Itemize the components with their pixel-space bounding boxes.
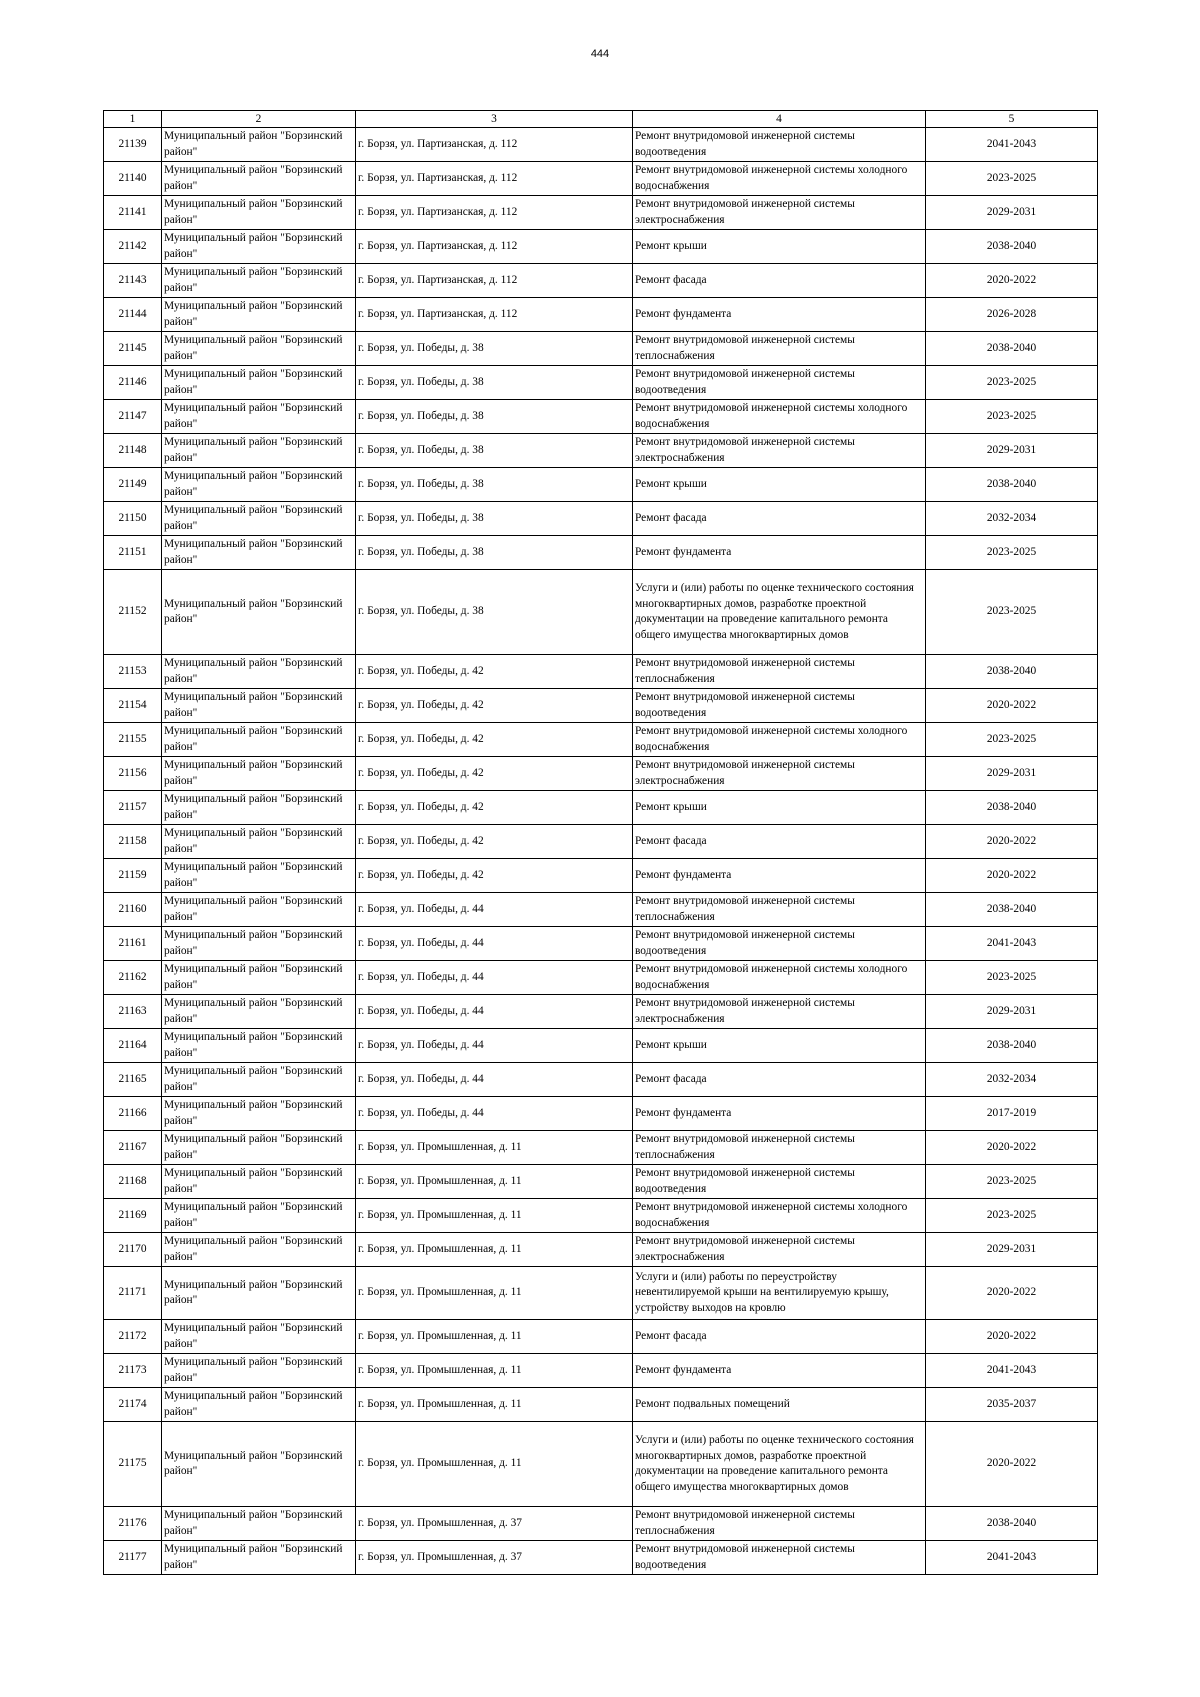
municipality-cell: Муниципальный район "Борзинский район" — [162, 1422, 356, 1507]
row-number-cell: 21177 — [104, 1541, 162, 1575]
row-number-cell: 21153 — [104, 655, 162, 689]
period-cell: 2035-2037 — [926, 1388, 1098, 1422]
address-cell: г. Борзя, ул. Промышленная, д. 11 — [356, 1165, 633, 1199]
municipality-cell: Муниципальный район "Борзинский район" — [162, 264, 356, 298]
period-cell: 2023-2025 — [926, 723, 1098, 757]
work-type-cell: Ремонт внутридомовой инженерной системы теплоснабжения — [633, 332, 926, 366]
period-cell: 2038-2040 — [926, 791, 1098, 825]
work-type-cell: Ремонт внутридомовой инженерной системы водоотведения — [633, 689, 926, 723]
work-type-cell: Ремонт крыши — [633, 468, 926, 502]
municipality-cell: Муниципальный район "Борзинский район" — [162, 1320, 356, 1354]
period-cell: 2023-2025 — [926, 400, 1098, 434]
period-cell: 2041-2043 — [926, 1541, 1098, 1575]
row-number-cell: 21139 — [104, 128, 162, 162]
row-number-cell: 21142 — [104, 230, 162, 264]
row-number-cell: 21169 — [104, 1199, 162, 1233]
table-row — [104, 995, 1098, 1029]
table-row — [104, 859, 1098, 893]
address-cell: г. Борзя, ул. Победы, д. 38 — [356, 434, 633, 468]
row-number-cell: 21145 — [104, 332, 162, 366]
work-type-cell: Ремонт внутридомовой инженерной системы электроснабжения — [633, 434, 926, 468]
table-row — [104, 264, 1098, 298]
address-cell: г. Борзя, ул. Победы, д. 42 — [356, 655, 633, 689]
address-cell: г. Борзя, ул. Промышленная, д. 11 — [356, 1320, 633, 1354]
period-cell: 2020-2022 — [926, 1422, 1098, 1507]
row-number-cell: 21175 — [104, 1422, 162, 1507]
address-cell: г. Борзя, ул. Победы, д. 42 — [356, 825, 633, 859]
period-cell: 2041-2043 — [926, 128, 1098, 162]
work-type-cell: Услуги и (или) работы по оценке технического состояния многоквартирных домов, разработке проектной документации на проведение капитального ремонта общего имущества многоквартирных домов — [633, 1422, 926, 1507]
municipality-cell: Муниципальный район "Борзинский район" — [162, 1165, 356, 1199]
table-row — [104, 927, 1098, 961]
table-row — [104, 757, 1098, 791]
table-row — [104, 468, 1098, 502]
table-row — [104, 723, 1098, 757]
period-cell: 2020-2022 — [926, 825, 1098, 859]
page-number: 444 — [590, 48, 610, 60]
row-number-cell: 21144 — [104, 298, 162, 332]
period-cell: 2038-2040 — [926, 230, 1098, 264]
work-type-cell: Ремонт внутридомовой инженерной системы электроснабжения — [633, 196, 926, 230]
row-number-cell: 21155 — [104, 723, 162, 757]
work-type-cell: Ремонт внутридомовой инженерной системы электроснабжения — [633, 757, 926, 791]
work-type-cell: Ремонт крыши — [633, 230, 926, 264]
table-row — [104, 1388, 1098, 1422]
address-cell: г. Борзя, ул. Победы, д. 42 — [356, 859, 633, 893]
column-header-5: 5 — [926, 111, 1098, 128]
address-cell: г. Борзя, ул. Победы, д. 38 — [356, 332, 633, 366]
period-cell: 2029-2031 — [926, 995, 1098, 1029]
table-row — [104, 1029, 1098, 1063]
period-cell: 2026-2028 — [926, 298, 1098, 332]
address-cell: г. Борзя, ул. Победы, д. 44 — [356, 1097, 633, 1131]
municipality-cell: Муниципальный район "Борзинский район" — [162, 859, 356, 893]
work-type-cell: Ремонт внутридомовой инженерной системы водоотведения — [633, 927, 926, 961]
table-row — [104, 1541, 1098, 1575]
table-row — [104, 502, 1098, 536]
municipality-cell: Муниципальный район "Борзинский район" — [162, 400, 356, 434]
row-number-cell: 21150 — [104, 502, 162, 536]
municipality-cell: Муниципальный район "Борзинский район" — [162, 1131, 356, 1165]
address-cell: г. Борзя, ул. Партизанская, д. 112 — [356, 196, 633, 230]
address-cell: г. Борзя, ул. Победы, д. 38 — [356, 570, 633, 655]
column-header-4: 4 — [633, 111, 926, 128]
work-type-cell: Ремонт внутридомовой инженерной системы теплоснабжения — [633, 655, 926, 689]
municipality-cell: Муниципальный район "Борзинский район" — [162, 1233, 356, 1267]
row-number-cell: 21143 — [104, 264, 162, 298]
municipality-cell: Муниципальный район "Борзинский район" — [162, 757, 356, 791]
row-number-cell: 21163 — [104, 995, 162, 1029]
row-number-cell: 21156 — [104, 757, 162, 791]
table-row — [104, 536, 1098, 570]
row-number-cell: 21170 — [104, 1233, 162, 1267]
table-row — [104, 1131, 1098, 1165]
work-type-cell: Ремонт внутридомовой инженерной системы холодного водоснабжения — [633, 162, 926, 196]
work-type-cell: Ремонт фасада — [633, 264, 926, 298]
row-number-cell: 21154 — [104, 689, 162, 723]
row-number-cell: 21174 — [104, 1388, 162, 1422]
municipality-cell: Муниципальный район "Борзинский район" — [162, 536, 356, 570]
row-number-cell: 21167 — [104, 1131, 162, 1165]
row-number-cell: 21141 — [104, 196, 162, 230]
municipality-cell: Муниципальный район "Борзинский район" — [162, 689, 356, 723]
period-cell: 2038-2040 — [926, 468, 1098, 502]
work-type-cell: Ремонт фасада — [633, 502, 926, 536]
municipality-cell: Муниципальный район "Борзинский район" — [162, 1097, 356, 1131]
municipality-cell: Муниципальный район "Борзинский район" — [162, 162, 356, 196]
address-cell: г. Борзя, ул. Промышленная, д. 37 — [356, 1541, 633, 1575]
table-row — [104, 366, 1098, 400]
table-row — [104, 1233, 1098, 1267]
address-cell: г. Борзя, ул. Промышленная, д. 11 — [356, 1388, 633, 1422]
period-cell: 2017-2019 — [926, 1097, 1098, 1131]
header-row — [104, 111, 1098, 128]
municipality-cell: Муниципальный район "Борзинский район" — [162, 1388, 356, 1422]
table-row — [104, 893, 1098, 927]
work-type-cell: Ремонт фасада — [633, 825, 926, 859]
row-number-cell: 21172 — [104, 1320, 162, 1354]
row-number-cell: 21164 — [104, 1029, 162, 1063]
work-type-cell: Ремонт внутридомовой инженерной системы теплоснабжения — [633, 1507, 926, 1541]
row-number-cell: 21151 — [104, 536, 162, 570]
row-number-cell: 21161 — [104, 927, 162, 961]
period-cell: 2020-2022 — [926, 1320, 1098, 1354]
municipality-cell: Муниципальный район "Борзинский район" — [162, 791, 356, 825]
work-type-cell: Ремонт фундамента — [633, 1097, 926, 1131]
row-number-cell: 21148 — [104, 434, 162, 468]
period-cell: 2029-2031 — [926, 757, 1098, 791]
table-row — [104, 1063, 1098, 1097]
table-row — [104, 1354, 1098, 1388]
row-number-cell: 21149 — [104, 468, 162, 502]
row-number-cell: 21158 — [104, 825, 162, 859]
table-row — [104, 332, 1098, 366]
period-cell: 2020-2022 — [926, 689, 1098, 723]
municipality-cell: Муниципальный район "Борзинский район" — [162, 570, 356, 655]
address-cell: г. Борзя, ул. Промышленная, д. 11 — [356, 1267, 633, 1320]
municipality-cell: Муниципальный район "Борзинский район" — [162, 893, 356, 927]
address-cell: г. Борзя, ул. Победы, д. 42 — [356, 791, 633, 825]
period-cell: 2023-2025 — [926, 1199, 1098, 1233]
municipality-cell: Муниципальный район "Борзинский район" — [162, 1029, 356, 1063]
row-number-cell: 21159 — [104, 859, 162, 893]
address-cell: г. Борзя, ул. Победы, д. 38 — [356, 366, 633, 400]
address-cell: г. Борзя, ул. Победы, д. 38 — [356, 468, 633, 502]
period-cell: 2020-2022 — [926, 264, 1098, 298]
address-cell: г. Борзя, ул. Победы, д. 44 — [356, 1029, 633, 1063]
table-row — [104, 230, 1098, 264]
table-row — [104, 655, 1098, 689]
work-type-cell: Ремонт крыши — [633, 791, 926, 825]
table-row — [104, 1507, 1098, 1541]
address-cell: г. Борзя, ул. Промышленная, д. 11 — [356, 1199, 633, 1233]
period-cell: 2029-2031 — [926, 1233, 1098, 1267]
row-number-cell: 21146 — [104, 366, 162, 400]
work-type-cell: Ремонт подвальных помещений — [633, 1388, 926, 1422]
address-cell: г. Борзя, ул. Победы, д. 38 — [356, 400, 633, 434]
table-row — [104, 689, 1098, 723]
municipality-cell: Муниципальный район "Борзинский район" — [162, 1354, 356, 1388]
row-number-cell: 21147 — [104, 400, 162, 434]
work-type-cell: Ремонт внутридомовой инженерной системы водоотведения — [633, 366, 926, 400]
address-cell: г. Борзя, ул. Промышленная, д. 37 — [356, 1507, 633, 1541]
period-cell: 2020-2022 — [926, 1267, 1098, 1320]
period-cell: 2023-2025 — [926, 366, 1098, 400]
work-type-cell: Услуги и (или) работы по оценке технического состояния многоквартирных домов, разработке проектной документации на проведение капитального ремонта общего имущества многоквартирных домов — [633, 570, 926, 655]
table-row — [104, 791, 1098, 825]
period-cell: 2032-2034 — [926, 1063, 1098, 1097]
address-cell: г. Борзя, ул. Партизанская, д. 112 — [356, 298, 633, 332]
work-type-cell: Ремонт внутридомовой инженерной системы холодного водоснабжения — [633, 1199, 926, 1233]
address-cell: г. Борзя, ул. Партизанская, д. 112 — [356, 128, 633, 162]
address-cell: г. Борзя, ул. Промышленная, д. 11 — [356, 1233, 633, 1267]
address-cell: г. Борзя, ул. Победы, д. 44 — [356, 927, 633, 961]
column-header-3: 3 — [356, 111, 633, 128]
work-type-cell: Ремонт внутридомовой инженерной системы водоотведения — [633, 128, 926, 162]
repair-schedule-table — [103, 110, 1098, 1575]
period-cell: 2038-2040 — [926, 655, 1098, 689]
table-row — [104, 298, 1098, 332]
municipality-cell: Муниципальный район "Борзинский район" — [162, 655, 356, 689]
row-number-cell: 21162 — [104, 961, 162, 995]
period-cell: 2038-2040 — [926, 1507, 1098, 1541]
municipality-cell: Муниципальный район "Борзинский район" — [162, 927, 356, 961]
municipality-cell: Муниципальный район "Борзинский район" — [162, 298, 356, 332]
work-type-cell: Ремонт фундамента — [633, 536, 926, 570]
period-cell: 2041-2043 — [926, 927, 1098, 961]
table-row — [104, 162, 1098, 196]
work-type-cell: Ремонт крыши — [633, 1029, 926, 1063]
work-type-cell: Ремонт внутридомовой инженерной системы теплоснабжения — [633, 893, 926, 927]
municipality-cell: Муниципальный район "Борзинский район" — [162, 1267, 356, 1320]
table-row — [104, 825, 1098, 859]
row-number-cell: 21165 — [104, 1063, 162, 1097]
period-cell: 2020-2022 — [926, 1131, 1098, 1165]
row-number-cell: 21166 — [104, 1097, 162, 1131]
period-cell: 2029-2031 — [926, 434, 1098, 468]
row-number-cell: 21171 — [104, 1267, 162, 1320]
period-cell: 2038-2040 — [926, 332, 1098, 366]
column-header-2: 2 — [162, 111, 356, 128]
address-cell: г. Борзя, ул. Партизанская, д. 112 — [356, 230, 633, 264]
municipality-cell: Муниципальный район "Борзинский район" — [162, 995, 356, 1029]
table-row — [104, 1320, 1098, 1354]
period-cell: 2041-2043 — [926, 1354, 1098, 1388]
municipality-cell: Муниципальный район "Борзинский район" — [162, 1507, 356, 1541]
table-row — [104, 961, 1098, 995]
work-type-cell: Ремонт внутридомовой инженерной системы электроснабжения — [633, 1233, 926, 1267]
address-cell: г. Борзя, ул. Партизанская, д. 112 — [356, 264, 633, 298]
municipality-cell: Муниципальный район "Борзинский район" — [162, 128, 356, 162]
municipality-cell: Муниципальный район "Борзинский район" — [162, 1541, 356, 1575]
municipality-cell: Муниципальный район "Борзинский район" — [162, 468, 356, 502]
address-cell: г. Борзя, ул. Победы, д. 38 — [356, 502, 633, 536]
work-type-cell: Ремонт внутридомовой инженерной системы холодного водоснабжения — [633, 400, 926, 434]
address-cell: г. Борзя, ул. Победы, д. 38 — [356, 536, 633, 570]
address-cell: г. Борзя, ул. Промышленная, д. 11 — [356, 1354, 633, 1388]
row-number-cell: 21140 — [104, 162, 162, 196]
table-row — [104, 1199, 1098, 1233]
address-cell: г. Борзя, ул. Победы, д. 44 — [356, 995, 633, 1029]
period-cell: 2029-2031 — [926, 196, 1098, 230]
address-cell: г. Борзя, ул. Победы, д. 44 — [356, 893, 633, 927]
row-number-cell: 21168 — [104, 1165, 162, 1199]
municipality-cell: Муниципальный район "Борзинский район" — [162, 502, 356, 536]
work-type-cell: Ремонт внутридомовой инженерной системы холодного водоснабжения — [633, 961, 926, 995]
work-type-cell: Ремонт фундамента — [633, 298, 926, 332]
column-header-1: 1 — [104, 111, 162, 128]
period-cell: 2032-2034 — [926, 502, 1098, 536]
table-row — [104, 1165, 1098, 1199]
period-cell: 2038-2040 — [926, 893, 1098, 927]
municipality-cell: Муниципальный район "Борзинский район" — [162, 434, 356, 468]
table-row — [104, 1097, 1098, 1131]
work-type-cell: Ремонт фундамента — [633, 1354, 926, 1388]
period-cell: 2023-2025 — [926, 961, 1098, 995]
municipality-cell: Муниципальный район "Борзинский район" — [162, 961, 356, 995]
work-type-cell: Ремонт внутридомовой инженерной системы водоотведения — [633, 1165, 926, 1199]
period-cell: 2038-2040 — [926, 1029, 1098, 1063]
municipality-cell: Муниципальный район "Борзинский район" — [162, 196, 356, 230]
work-type-cell: Услуги и (или) работы по переустройству невентилируемой крыши на вентилируемую крышу, устройству выходов на кровлю — [633, 1267, 926, 1320]
period-cell: 2023-2025 — [926, 162, 1098, 196]
row-number-cell: 21152 — [104, 570, 162, 655]
address-cell: г. Борзя, ул. Партизанская, д. 112 — [356, 162, 633, 196]
work-type-cell: Ремонт фасада — [633, 1320, 926, 1354]
table-row — [104, 400, 1098, 434]
work-type-cell: Ремонт внутридомовой инженерной системы электроснабжения — [633, 995, 926, 1029]
period-cell: 2023-2025 — [926, 1165, 1098, 1199]
municipality-cell: Муниципальный район "Борзинский район" — [162, 366, 356, 400]
address-cell: г. Борзя, ул. Победы, д. 44 — [356, 961, 633, 995]
table-row — [104, 570, 1098, 655]
work-type-cell: Ремонт фундамента — [633, 859, 926, 893]
address-cell: г. Борзя, ул. Промышленная, д. 11 — [356, 1131, 633, 1165]
work-type-cell: Ремонт фасада — [633, 1063, 926, 1097]
row-number-cell: 21157 — [104, 791, 162, 825]
address-cell: г. Борзя, ул. Промышленная, д. 11 — [356, 1422, 633, 1507]
municipality-cell: Муниципальный район "Борзинский район" — [162, 1199, 356, 1233]
work-type-cell: Ремонт внутридомовой инженерной системы водоотведения — [633, 1541, 926, 1575]
row-number-cell: 21173 — [104, 1354, 162, 1388]
table-row — [104, 434, 1098, 468]
municipality-cell: Муниципальный район "Борзинский район" — [162, 825, 356, 859]
municipality-cell: Муниципальный район "Борзинский район" — [162, 723, 356, 757]
period-cell: 2023-2025 — [926, 570, 1098, 655]
period-cell: 2023-2025 — [926, 536, 1098, 570]
municipality-cell: Муниципальный район "Борзинский район" — [162, 1063, 356, 1097]
table-row — [104, 1267, 1098, 1320]
row-number-cell: 21176 — [104, 1507, 162, 1541]
municipality-cell: Муниципальный район "Борзинский район" — [162, 230, 356, 264]
row-number-cell: 21160 — [104, 893, 162, 927]
table-body — [104, 128, 1098, 1575]
table-row — [104, 128, 1098, 162]
address-cell: г. Борзя, ул. Победы, д. 44 — [356, 1063, 633, 1097]
address-cell: г. Борзя, ул. Победы, д. 42 — [356, 757, 633, 791]
work-type-cell: Ремонт внутридомовой инженерной системы теплоснабжения — [633, 1131, 926, 1165]
table-row — [104, 196, 1098, 230]
work-type-cell: Ремонт внутридомовой инженерной системы холодного водоснабжения — [633, 723, 926, 757]
table-row — [104, 1422, 1098, 1507]
address-cell: г. Борзя, ул. Победы, д. 42 — [356, 689, 633, 723]
period-cell: 2020-2022 — [926, 859, 1098, 893]
municipality-cell: Муниципальный район "Борзинский район" — [162, 332, 356, 366]
address-cell: г. Борзя, ул. Победы, д. 42 — [356, 723, 633, 757]
